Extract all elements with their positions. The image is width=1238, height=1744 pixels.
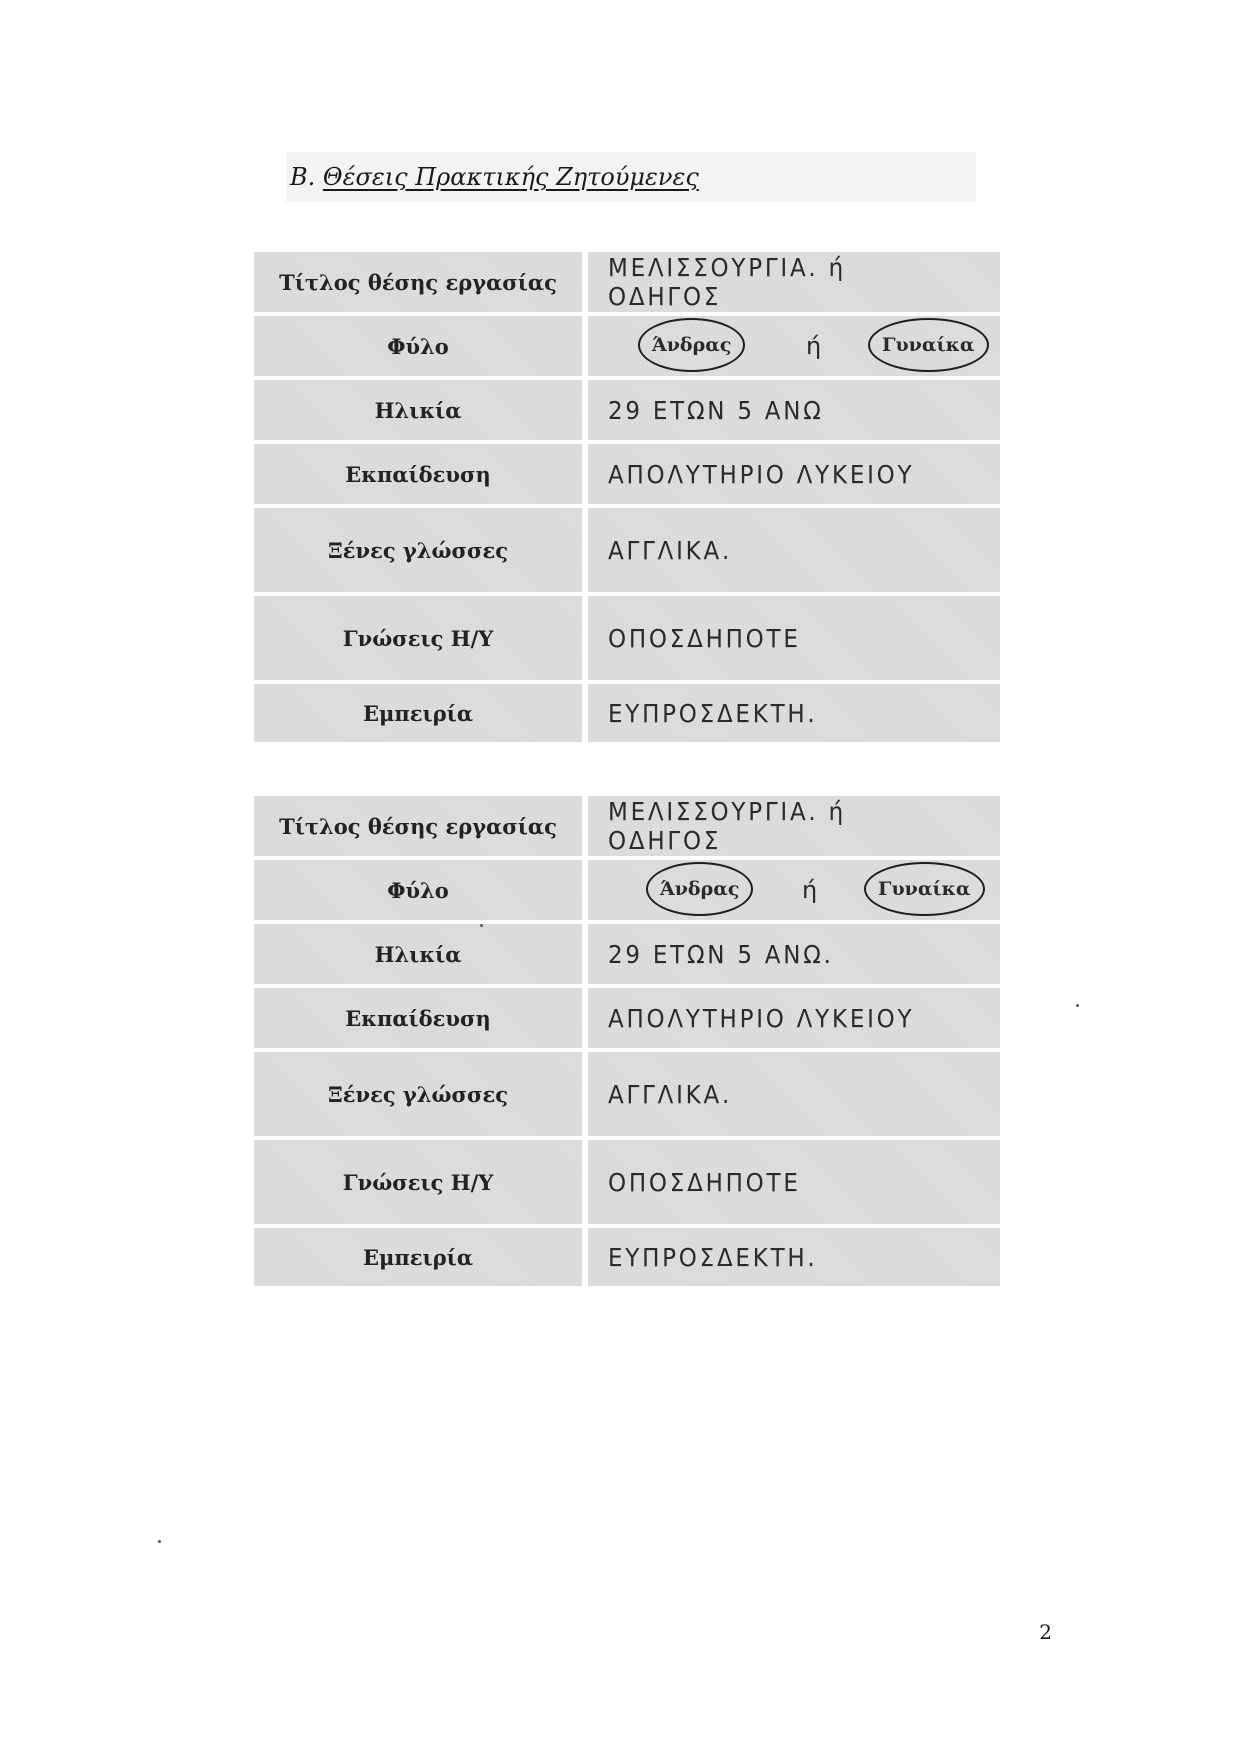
row-languages (254, 508, 1000, 592)
label-computer-skills: Γνώσεις Η/Υ (254, 596, 582, 680)
section-prefix: Β. (290, 163, 316, 191)
row-education (254, 444, 1000, 504)
label-job-title: Τίτλος θέσης εργασίας (254, 796, 582, 856)
label-experience: Εμπειρία (254, 684, 582, 742)
row-age (254, 380, 1000, 440)
row-gender (254, 316, 1000, 376)
option-male-circled: Άνδρας (646, 862, 753, 916)
value-computer-skills: ΟΠΟΣΔΗΠΟΤΕ (588, 1140, 1000, 1224)
label-education: Εκπαίδευση (254, 988, 582, 1048)
value-job-title: ΜΕΛΙΣΣΟΥΡΓΙΑ. ή ΟΔΗΓΟΣ (588, 252, 1000, 312)
row-education (254, 988, 1000, 1048)
row-job-title (254, 796, 1000, 856)
value-computer-skills: ΟΠΟΣΔΗΠΟΤΕ (588, 596, 1000, 680)
value-languages: ΑΓΓΛΙΚΑ. (588, 508, 1000, 592)
option-separator: ή (802, 876, 818, 904)
row-gender (254, 860, 1000, 920)
label-age: Ηλικία (254, 380, 582, 440)
value-age: 29 ΕΤΩΝ 5 ΑΝΩ. (588, 924, 1000, 984)
value-gender (588, 316, 1000, 376)
label-languages: Ξένες γλώσσες (254, 508, 582, 592)
label-experience: Εμπειρία (254, 1228, 582, 1286)
value-job-title: ΜΕΛΙΣΣΟΥΡΓΙΑ. ή ΟΔΗΓΟΣ (588, 796, 1000, 856)
label-gender: Φύλο (254, 316, 582, 376)
value-education: ΑΠΟΛΥΤΗΡΙΟ ΛΥΚΕΙΟΥ (588, 444, 1000, 504)
label-education: Εκπαίδευση (254, 444, 582, 504)
label-languages: Ξένες γλώσσες (254, 1052, 582, 1136)
scan-speck (480, 924, 483, 927)
value-age: 29 ΕΤΩΝ 5 ΑΝΩ (588, 380, 1000, 440)
value-experience: ΕΥΠΡΟΣΔΕΚΤΗ. (588, 1228, 1000, 1286)
option-male-circled: Άνδρας (638, 318, 745, 372)
section-title: Θέσεις Πρακτικής Ζητούμενες (322, 163, 699, 191)
row-job-title (254, 252, 1000, 312)
row-computer-skills (254, 596, 1000, 680)
scan-speck (158, 1540, 161, 1543)
row-languages (254, 1052, 1000, 1136)
option-separator: ή (806, 332, 822, 360)
value-experience: ΕΥΠΡΟΣΔΕΚΤΗ. (588, 684, 1000, 742)
row-experience (254, 684, 1000, 742)
label-job-title: Τίτλος θέσης εργασίας (254, 252, 582, 312)
row-experience (254, 1228, 1000, 1286)
section-heading (286, 152, 976, 202)
page-number: 2 (1039, 1620, 1052, 1644)
value-gender (588, 860, 1000, 920)
option-female-circled: Γυναίκα (864, 862, 985, 916)
value-education: ΑΠΟΛΥΤΗΡΙΟ ΛΥΚΕΙΟΥ (588, 988, 1000, 1048)
option-female-circled: Γυναίκα (868, 318, 989, 372)
scan-speck (1076, 1004, 1079, 1007)
position-form-2 (254, 792, 1000, 1290)
position-form-1 (254, 248, 1000, 746)
row-age (254, 924, 1000, 984)
value-languages: ΑΓΓΛΙΚΑ. (588, 1052, 1000, 1136)
row-computer-skills (254, 1140, 1000, 1224)
label-age: Ηλικία (254, 924, 582, 984)
label-gender: Φύλο (254, 860, 582, 920)
label-computer-skills: Γνώσεις Η/Υ (254, 1140, 582, 1224)
